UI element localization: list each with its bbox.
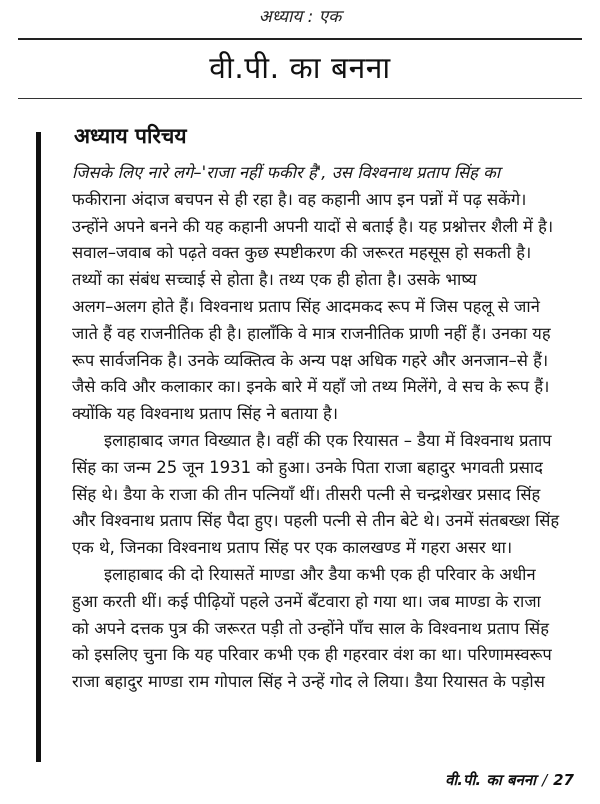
- text-line: राजा बहादुर माण्डा राम गोपाल सिंह ने उन्हें गोद ले लिया। डैया रियासत के पड़ोस: [72, 672, 545, 692]
- paragraph-intro: [72, 160, 580, 428]
- text-line: और विश्वनाथ प्रताप सिंह पैदा हुए। पहली पत्नी से तीन बेटे थे। उनमें संतबख्श सिंह: [72, 511, 560, 531]
- text-line: इलाहाबाद जगत विख्यात है। वहीं की एक रियासत – डैया में विश्वनाथ प्रताप: [104, 430, 552, 450]
- text-line: सवाल–जवाब को पढ़ते वक्त कुछ स्पष्टीकरण की जरूरत महसूस हो सकती है।: [72, 243, 532, 263]
- chapter-label: अध्याय : एक: [258, 7, 342, 27]
- running-title: वी.पी. का बनना: [445, 771, 537, 789]
- text-line: तथ्यों का संबंध सच्चाई से होता है। तथ्य एक ही होता है। उसके भाष्य: [72, 270, 477, 290]
- text-line: जैसे कवि और कलाकार का। इनके बारे में यहाँ जो तथ्य मिलेंगे, वे सच के रूप हैं।: [72, 377, 550, 397]
- text-line: इलाहाबाद की दो रियासतें माण्डा और डैया कभी एक ही परिवार के अधीन: [104, 564, 536, 584]
- text-line: हुआ करती थीं। कई पीढ़ियों पहले उनमें बँटवारा हो गया था। जब माण्डा के राजा: [72, 591, 541, 611]
- text-line: को अपने दत्तक पुत्र की जरूरत पड़ी तो उन्होंने पाँच साल के विश्वनाथ प्रताप सिंह: [72, 618, 549, 638]
- text-line: को इसलिए चुना कि यह परिवार कभी एक ही गहरवार वंश का था। परिणामस्वरूप: [72, 645, 552, 665]
- text-line: क्योंकि यह विश्वनाथ प्रताप सिंह ने बताया है।: [72, 404, 339, 424]
- page-footer: [445, 770, 574, 790]
- text-line: सिंह का जन्म 25 जून 1931 को हुआ। उनके पिता राजा बहादुर भगवती प्रसाद: [72, 457, 543, 477]
- page-number: 27: [553, 771, 574, 789]
- text-line: अलग–अलग होते हैं। विश्वनाथ प्रताप सिंह आदमकद रूप में जिस पहलू से जाने: [72, 296, 540, 316]
- text-line: जिसके लिए नारे लगे–'राजा नहीं फकीर है', उस विश्वनाथ प्रताप सिंह का: [72, 163, 501, 182]
- paragraph-birth: [72, 428, 580, 562]
- footer-separator: /: [542, 771, 548, 789]
- text-line: एक थे, जिनका विश्वनाथ प्रताप सिंह पर एक कालखण्ड में गहरा असर था।: [72, 538, 513, 558]
- header-rule: [18, 38, 582, 40]
- section-heading: अध्याय परिचय: [74, 124, 187, 148]
- section-side-bar: [36, 132, 41, 762]
- text-line: जाते हैं वह राजनीतिक ही है। हालाँकि वे मात्र राजनीतिक प्राणी नहीं हैं। उनका यह: [72, 323, 551, 343]
- text-line: उन्होंने अपने बनने की यह कहानी अपनी यादों से बताई है। यह प्रश्नोत्तर शैली में है।: [72, 216, 554, 236]
- body-text: [72, 160, 580, 696]
- text-line: रूप सार्वजनिक है। उनके व्यक्तित्व के अन्य पक्ष अधिक गहरे और अनजान–से हैं।: [72, 350, 549, 370]
- chapter-title: वी.पी. का बनना: [209, 51, 391, 86]
- text-line: सिंह थे। डैया के राजा की तीन पत्नियाँ थीं। तीसरी पत्नी से चन्द्रशेखर प्रसाद सिंह: [72, 484, 541, 504]
- text-line: फकीराना अंदाज बचपन से ही रहा है। वह कहानी आप इन पन्नों में पढ़ सकेंगे।: [72, 189, 527, 209]
- paragraph-adoption: [72, 562, 580, 696]
- title-rule: [18, 98, 582, 99]
